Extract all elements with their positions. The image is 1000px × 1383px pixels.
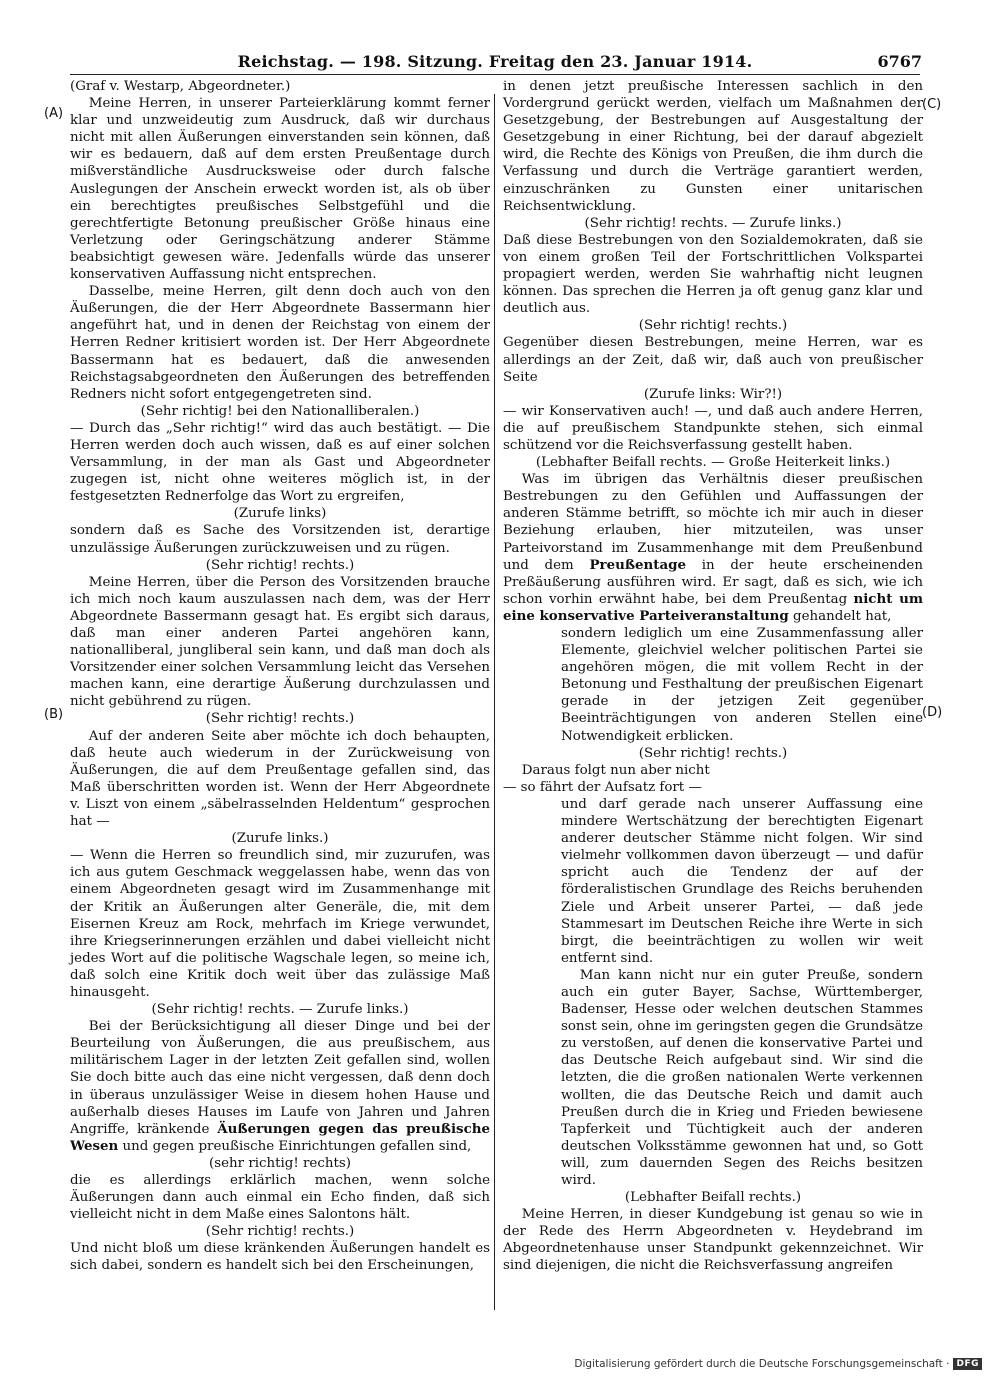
margin-mark-c: (C) bbox=[922, 97, 942, 112]
paragraph: — so fährt der Aufsatz fort — bbox=[503, 779, 702, 795]
dfg-logo: DFG bbox=[953, 1358, 982, 1370]
margin-mark-b: (B) bbox=[44, 707, 64, 722]
paragraph bbox=[503, 471, 923, 625]
paragraph: Daß diese Bestrebungen von den Sozialdemokraten, daß sie von einem großen Teil der Fortschrittlichen Volkspartei propagiert werden, werden Sie wahrhaftig nicht leugnen können. Das sprechen die Herren ja oft genug ganz klar und deutlich aus. bbox=[503, 232, 923, 317]
paragraph: Daraus folgt nun aber nicht bbox=[521, 762, 710, 778]
paragraph: Und nicht bloß um diese kränkenden Äußerungen handelt es sich dabei, sondern es handelt sich bei den Erscheinungen, bbox=[70, 1241, 490, 1274]
margin-mark-a: (A) bbox=[44, 106, 64, 121]
interjection: (Zurufe links) bbox=[233, 506, 327, 522]
left-column bbox=[70, 78, 490, 1275]
page-header bbox=[70, 52, 920, 75]
interjection: (Sehr richtig! bei den Nationalliberalen.) bbox=[140, 403, 420, 419]
paragraph: Auf der anderen Seite aber möchte ich doch behaupten, daß heute auch wiederum in der Zurückweisung von Äußerungen, die auf dem Preußentage gefallen sind, das Maß überschritten worden ist. Wenn der Herr Abgeordnete v. Liszt von einem „säbelrasselnden Heldentum“ gesprochen hat — bbox=[70, 728, 490, 830]
page-number: 6767 bbox=[877, 52, 922, 71]
quotation: sondern lediglich um eine Zusammenfassung aller Elemente, gleichviel welcher politischen Partei sie angehören mögen, die mit vollem Recht in der Betonung und Festhaltung der preußischen Eigenart gerade in der jetzigen Zeit gegenüber Beeinträchtigungen von anderen Stellen eine Notwendigkeit erblicken. bbox=[561, 626, 923, 744]
paragraph: Meine Herren, in unserer Parteierklärung kommt ferner klar und unzweideutig zum Ausdruck, daß wir durchaus nicht mit allen Äußerungen einverstanden sein können, daß wir es bedauern, daß auf dem ersten Preußentage durch mißverständliche Ausdrucksweise oder durch falsche Auslegungen der Anschein erweckt worden ist, als ob über ein berechtigtes preußisches Selbstgefühl und die gerechtfertigte Betonung preußischer Größe hinaus eine Verletzung oder Geringschätzung anderer Stämme beabsichtigt gewesen wäre. Jedenfalls würde das unserer konservativen Auffassung nicht entsprechen. bbox=[70, 96, 490, 283]
paragraph: Meine Herren, in dieser Kundgebung ist genau so wie in der Rede des Herrn Abgeordneten v. Heydebrand im Abgeordnetenhause unser Standpunkt gekennzeichnet. Wir sind diejenigen, die nicht die Reichsverfassung angreifen bbox=[503, 1207, 923, 1274]
interjection: (sehr richtig! rechts) bbox=[209, 1155, 351, 1171]
interjection: (Sehr richtig! rechts. — Zurufe links.) bbox=[151, 1002, 409, 1018]
paragraph-text: gehandelt hat, bbox=[793, 608, 892, 624]
right-column bbox=[503, 78, 923, 1275]
interjection: (Sehr richtig! rechts. — Zurufe links.) bbox=[584, 215, 842, 231]
interjection: (Lebhafter Beifall rechts.) bbox=[624, 1190, 802, 1206]
interjection: (Sehr richtig! rechts.) bbox=[205, 711, 355, 727]
interjection: (Sehr richtig! rechts.) bbox=[205, 557, 355, 573]
interjection: (Sehr richtig! rechts.) bbox=[638, 745, 788, 761]
paragraph: in denen jetzt preußische Interessen sachlich in den Vordergrund gerückt werden, vielfach um Maßnahmen der Gesetzgebung, der Bestrebungen auf Ausgestaltung der Gesetzgebung in einer Richtung, bei der darauf abgezielt wird, die Rechte des Königs von Preußen, die ihm durch die Verfassung und durch die Verträge garantiert werden, einzuschränken zu Gunsten einer unitarischen Reichsentwicklung. bbox=[503, 79, 923, 214]
quotation: und darf gerade nach unserer Auffassung eine mindere Wertschätzung der berechtigten Eigenart anderer deutscher Stämme nicht folgen. Wir sind vielmehr vollkommen davon überzeugt — und dafür spricht auch die Tendenz der auf der förderalistischen Grundlage des Reichs beruhenden Ziele und Arbeit unserer Partei, — daß jede Stammesart im Deutschen Reiche ihre Werte in sich birgt, die beeinträchtigen zu wollen wir weit entfernt sind. bbox=[561, 796, 923, 966]
quotation: Man kann nicht nur ein guter Preuße, sondern auch ein guter Bayer, Sachse, Württemberger, Badenser, Hesse oder welchen deutschen Stammes sonst sein, ohne im geringsten gegen die Grundsätze zu verstoßen, auf denen die konservative Partei und das Deutsche Reich aufgebaut sind. Wir sind die letzten, die die großen nationalen Werte verkennen wollten, die das Deutsche Reich und damit auch Preußen durch die in Krieg und Frieden bewiesene Tapferkeit und Tüchtigkeit auch der anderen deutschen Volksstämme gewonnen hat und, so Gott will, zum dauernden Segen des Reichs besitzen wird. bbox=[561, 967, 923, 1188]
paragraph: Dasselbe, meine Herren, gilt denn doch auch von den Äußerungen, die der Herr Abgeordnete Bassermann hier angeführt hat, und in denen der Reichstag von einem der Herren Redner kritisiert worden ist. Der Herr Abgeordnete Bassermann hat es bedauert, daß die anwesenden Reichstagsabgeordneten den Äußerungen des betreffenden Redners nicht sofort entgegengetreten sind. bbox=[70, 284, 490, 402]
interjection: (Lebhafter Beifall rechts. — Große Heiterkeit links.) bbox=[535, 455, 891, 471]
emphasis-text: Äußerungen gegen das preußische Wesen bbox=[70, 1120, 490, 1154]
paragraph: — Durch das „Sehr richtig!“ wird das auch bestätigt. — Die Herren werden doch auch wissen, daß es auf einer solchen Versammlung, in der man als Gast und Abgeordneter zugegen ist, nicht ohne weiteres möglich ist, in der festgesetzten Rednerfolge das Wort zu ergreifen, bbox=[70, 420, 490, 505]
paragraph-text: in der heute erscheinenden Preßäußerung ausführen wird. Er sagt, daß es sich, wie ich schon vorhin erwähnt habe, bei dem Preußentag bbox=[503, 557, 923, 607]
paragraph: Gegenüber diesen Bestrebungen, meine Herren, war es allerdings an der Zeit, daß wir, daß auch von preußischer Seite bbox=[503, 335, 923, 385]
paragraph: — wir Konservativen auch! —, und daß auch andere Herren, die auf preußischem Standpunkte stehen, sich einmal schützend vor die Reichsverfassung gestellt haben. bbox=[503, 403, 923, 453]
speaker-note: (Graf v. Westarp, Abgeordneter.) bbox=[70, 79, 291, 94]
column-divider bbox=[494, 94, 495, 1310]
interjection: (Sehr richtig! rechts.) bbox=[205, 1224, 355, 1240]
paragraph bbox=[70, 1018, 490, 1155]
paragraph: sondern daß es Sache des Vorsitzenden ist, derartige unzulässige Äußerungen zurückzuweisen und zu rügen. bbox=[70, 523, 490, 556]
paragraph: Meine Herren, über die Person des Vorsitzenden brauche ich mich noch kaum auszulassen nach dem, was der Herr Abgeordnete Bassermann gesagt hat. Es ergibt sich daraus, daß man einer anderen Partei angehören kann, nationalliberal, jungliberal sein kann, und daß man doch als Vorsitzender einer solchen Versammlung leicht das Versehen machen kann, eine derartige Äußerung durchzulassen und nicht gebührend zu rügen. bbox=[70, 574, 490, 710]
paragraph: — Wenn die Herren so freundlich sind, mir zuzurufen, was ich aus gutem Geschmack weggelassen habe, wenn das von einem Abgeordneten gesagt wird im Zusammenhange mit der Kritik an Äußerungen alter Generäle, die, mit dem Eisernen Kreuz am Rock, mehrfach im Kriege verwundet, ihre Kriegserinnerungen erzählen und dabei vielleicht nicht jedes Wort auf die politische Wagschale legen, so meine ich, daß solch eine Kritik doch weit über das zulässige Maß hinausgeht. bbox=[70, 848, 490, 1000]
footer-text: Digitalisierung gefördert durch die Deutsche Forschungsgemeinschaft · bbox=[574, 1358, 950, 1370]
emphasis-text: nicht um eine konservative Parteiveranstaltung bbox=[503, 590, 923, 624]
interjection: (Zurufe links.) bbox=[231, 831, 329, 847]
emphasis-text: Preußentage bbox=[589, 556, 687, 573]
paragraph-text: und gegen preußische Einrichtungen gefallen sind, bbox=[122, 1138, 472, 1154]
paragraph: die es allerdings erklärlich machen, wenn solche Äußerungen dann auch einmal ein Echo finden, daß sich vielleicht nicht in dem Maße eines Salontons hält. bbox=[70, 1173, 490, 1223]
interjection: (Sehr richtig! rechts.) bbox=[638, 318, 788, 334]
digitization-footer bbox=[574, 1358, 982, 1370]
paragraph-text: Was im übrigen das Verhältnis dieser preußischen Bestrebungen zu den Gefühlen und Auffassungen der anderen Stämme betrifft, so möchte ich mir auch in dieser Beziehung erlauben, hier mitzuteilen, was unser Parteivorstand im Zusammenhange mit dem Preußenbund und dem bbox=[503, 472, 923, 573]
margin-mark-d: (D) bbox=[922, 705, 943, 720]
paragraph-text: Bei der Berücksichtigung all dieser Dinge und bei der Beurteilung von Äußerungen, die aus preußischem, aus militärischem Lager in der letzten Zeit gefallen sind, wollen Sie doch bitte auch das eine nicht vergessen, daß denn doch in überaus unzulässiger Weise in diesem hohen Hause und außerhalb dieses Hauses im Laufe von Jahren und Jahren Angriffe, kränkende bbox=[70, 1019, 490, 1137]
running-title: Reichstag. — 198. Sitzung. Freitag den 23. Januar 1914. bbox=[237, 52, 753, 71]
interjection: (Zurufe links: Wir?!) bbox=[643, 386, 783, 402]
